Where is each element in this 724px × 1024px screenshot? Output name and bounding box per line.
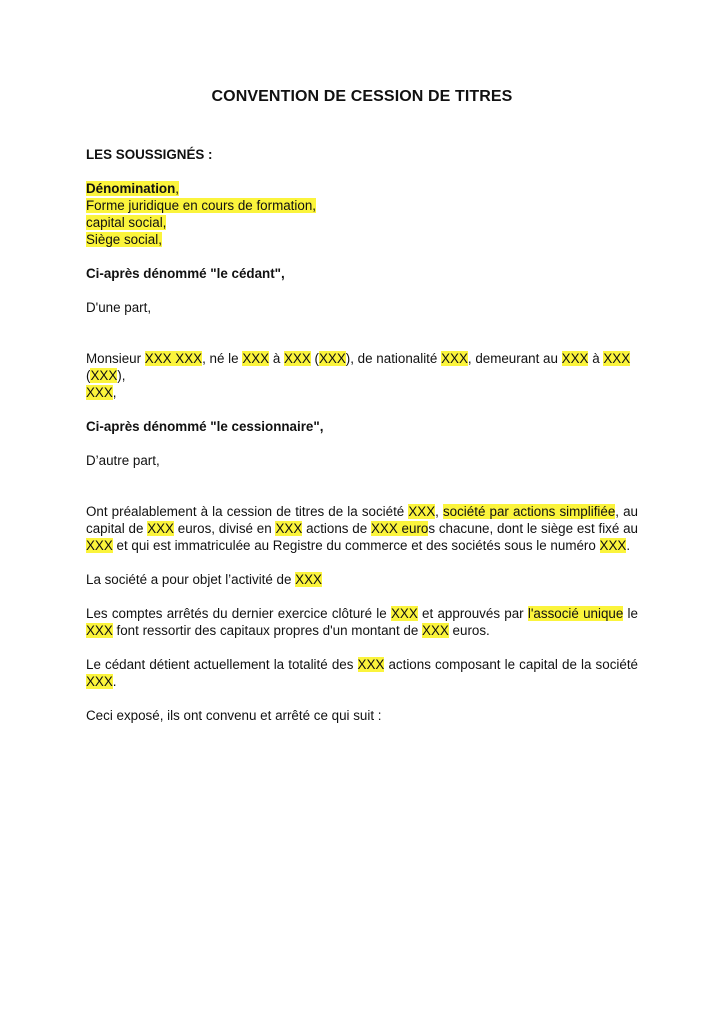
conclusion-paragraph: Ceci exposé, ils ont convenu et arrêté ce qui suit : [86, 708, 382, 723]
text-fragment: ( [86, 368, 91, 383]
placeholder-share-count: XXX [275, 521, 303, 536]
cessionnaire-paragraph [86, 350, 638, 401]
placeholder-share-value: XXX [370, 521, 398, 536]
text-fragment: Le cédant détient actuellement la totalité des [86, 657, 358, 672]
placeholder-seat-address: XXX [86, 538, 113, 553]
placeholder-address: XXX [561, 351, 589, 366]
placeholder-city: XXX [603, 351, 631, 366]
comptes-paragraph [86, 605, 638, 639]
text-fragment: s chacune, dont le siège est fixé au [428, 521, 638, 536]
text-fragment: à [588, 351, 604, 366]
text-fragment: à [269, 351, 284, 366]
placeholder-closing-date: XXX [391, 606, 418, 621]
prealable-paragraph [86, 503, 638, 554]
denomination-field: Dénomination [86, 181, 176, 196]
forme-juridique-field: Forme juridique en cours de formation, [86, 198, 316, 213]
placeholder-birthdate: XXX [242, 351, 270, 366]
text-fragment: ), [117, 368, 126, 383]
placeholder-capital: XXX [147, 521, 174, 536]
denomination-comma: , [175, 181, 180, 196]
capital-social-field: capital social, [86, 215, 167, 230]
text-fragment: ), de nationalité [345, 351, 442, 366]
text-fragment: font ressortir des capitaux propres d'un montant de [112, 623, 423, 638]
text-fragment: euros. [448, 623, 490, 638]
text-fragment: Les comptes arrêtés du dernier exercice clôturé le [86, 606, 391, 621]
text-fragment: , né le [202, 351, 243, 366]
document-title: CONVENTION DE CESSION DE TITRES [211, 88, 513, 105]
placeholder-company-name: XXX [86, 674, 113, 689]
placeholder-company-form: société par actions simplifiée [442, 504, 616, 519]
text-fragment: Monsieur [86, 351, 145, 366]
text-fragment: , demeurant au [467, 351, 562, 366]
placeholder-rcs-number: XXX [599, 538, 627, 553]
placeholder-birth-department: XXX [318, 351, 346, 366]
placeholder-approver: l'associé unique [527, 606, 624, 621]
cedant-identity-block [86, 180, 638, 248]
cessionnaire-label: Ci-après dénommé "le cessionnaire", [86, 419, 324, 434]
text-fragment: actions composant le capital de la société [384, 657, 638, 672]
siege-social-field: Siège social, [86, 232, 162, 247]
placeholder-company-name: XXX [408, 504, 436, 519]
text-fragment: ( [310, 351, 319, 366]
dune-part: D'une part, [86, 300, 152, 315]
text-fragment: le [623, 606, 638, 621]
text-fragment: , au capital de [86, 504, 638, 536]
highlighted-euro: euro [397, 521, 429, 536]
placeholder-activity: XXX [295, 572, 322, 587]
text-fragment: . [626, 538, 631, 553]
dautre-part: D’autre part, [86, 453, 160, 468]
placeholder-approval-date: XXX [86, 623, 113, 638]
placeholder-name: XXX XXX [144, 351, 203, 366]
text-fragment: actions de [302, 521, 371, 536]
text-fragment: Ont préalablement à la cession de titres de la société [86, 504, 409, 519]
placeholder-total-shares: XXX [357, 657, 385, 672]
text-fragment: . [112, 674, 117, 689]
placeholder-nationality: XXX [441, 351, 468, 366]
text-fragment: et approuvés par [417, 606, 528, 621]
text-fragment: , [112, 385, 117, 400]
text-fragment: La société a pour objet l’activité de [86, 572, 296, 587]
soussignes-heading: LES SOUSSIGNÉS : [86, 147, 213, 162]
placeholder-extra: XXX [86, 385, 113, 400]
text-fragment: euros, divisé en [173, 521, 276, 536]
objet-paragraph [86, 571, 638, 588]
text-fragment: , [435, 504, 443, 519]
detient-paragraph [86, 656, 638, 690]
placeholder-department: XXX [90, 368, 118, 383]
text-fragment: et qui est immatriculée au Registre du commerce et des sociétés sous le numéro [112, 538, 600, 553]
placeholder-equity-amount: XXX [422, 623, 449, 638]
cedant-label: Ci-après dénommé "le cédant", [86, 266, 285, 281]
placeholder-birthplace: XXX [284, 351, 311, 366]
